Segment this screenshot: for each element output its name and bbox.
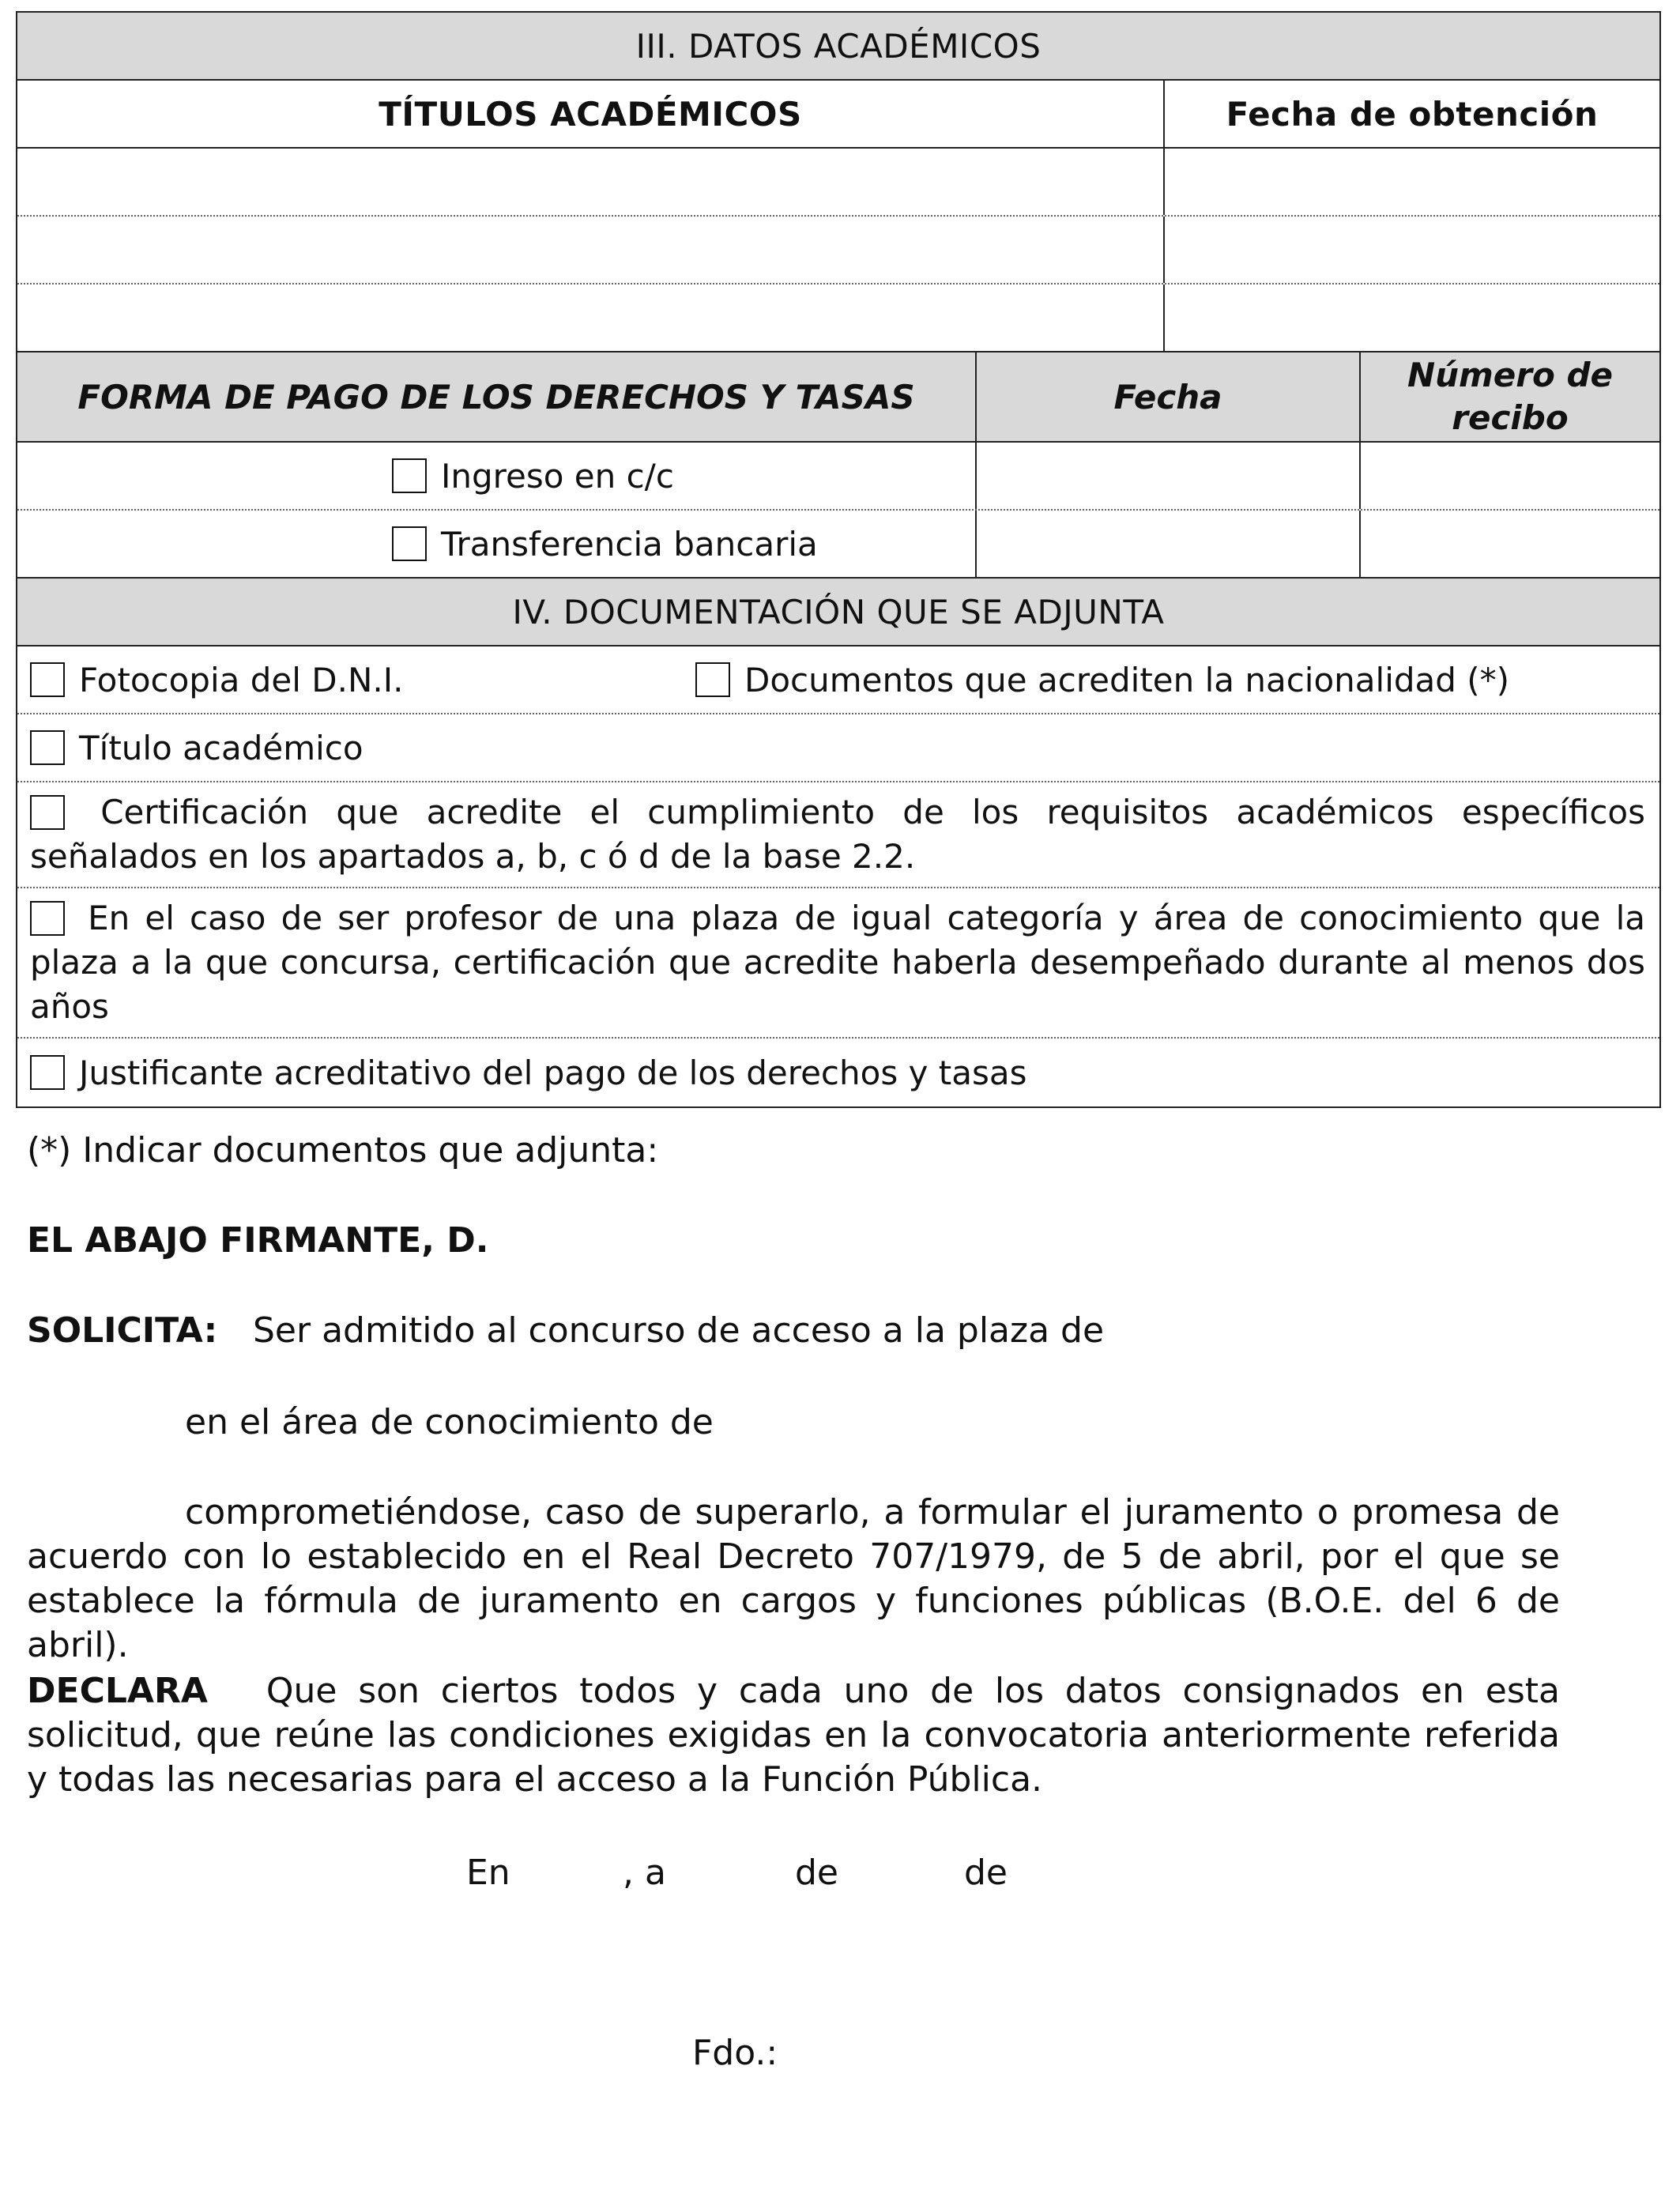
- documents-row: [17, 782, 1659, 888]
- section3-title: III. DATOS ACADÉMICOS: [635, 26, 1042, 66]
- checkbox-academic-title[interactable]: [30, 730, 65, 765]
- receipt-number-header-line1: Número de: [1407, 356, 1614, 394]
- payment-header-row: [17, 352, 1659, 443]
- payment-option-cell: [17, 443, 977, 509]
- footnote: (*) Indicar documentos que adjunta:: [27, 1130, 659, 1171]
- checkbox-bank-transfer[interactable]: [392, 526, 427, 561]
- payment-method-header: FORMA DE PAGO DE LOS DERECHOS Y TASAS: [17, 352, 977, 441]
- documents-row: [17, 714, 1659, 782]
- professor-certification-label: En el caso de ser profesor de una plaza de igual categoría y área de conocimiento que la plaza a la que concursa, certificación que acredite haberla desempeñado durante al menos dos años: [30, 899, 1645, 1026]
- academic-title-row: [17, 217, 1659, 285]
- receipt-number-header-line2: recibo: [1452, 398, 1569, 437]
- payment-date-field[interactable]: [977, 511, 1361, 577]
- professor-option: [17, 888, 1659, 1037]
- academic-title-row: [17, 149, 1659, 217]
- signature-label: Fdo.:: [692, 2033, 778, 2073]
- section3-header-row: [17, 13, 1659, 81]
- bank-deposit-label: Ingreso en c/c: [441, 456, 674, 496]
- place-en: En: [466, 1853, 510, 1893]
- receipt-number-field[interactable]: [1361, 443, 1659, 509]
- academic-title-field[interactable]: [17, 285, 1165, 351]
- receipt-number-field[interactable]: [1361, 511, 1659, 577]
- bank-transfer-label: Transferencia bancaria: [441, 524, 818, 564]
- solicita-line2: en el área de conocimiento de: [185, 1402, 714, 1442]
- obtention-date-field[interactable]: [1165, 285, 1659, 351]
- payment-option-cell: [17, 511, 977, 577]
- date-de-1: de: [795, 1853, 838, 1893]
- nationality-option: [695, 647, 1659, 713]
- declara-label: DECLARA: [27, 1671, 208, 1711]
- payment-proof-label: Justificante acreditativo del pago de los derechos y tasas: [79, 1053, 1027, 1092]
- payment-proof-option: [17, 1039, 1659, 1106]
- academic-titles-header-row: [17, 81, 1659, 149]
- declara-paragraph: [27, 1669, 1560, 1802]
- obtention-date-field[interactable]: [1165, 149, 1659, 215]
- nationality-docs-label: Documentos que acrediten la nacionalidad (*): [744, 660, 1510, 699]
- dni-option: [17, 647, 695, 713]
- payment-option-row: [17, 511, 1659, 579]
- documents-row: [17, 647, 1659, 714]
- solicita-line1: Ser admitido al concurso de acceso a la plaza de: [253, 1310, 1105, 1351]
- solicita-label: SOLICITA:: [27, 1310, 218, 1351]
- place-a: , a: [623, 1853, 666, 1893]
- checkbox-dni-copy[interactable]: [30, 662, 65, 697]
- solicita-paragraph: comprometiéndose, caso de superarlo, a formular el juramento o promesa de acuerdo con lo establecido en el Real Decreto 707/1979, de 5 de abril, por el que se establece la fórmula de juramento en cargos y funciones públicas (B.O.E. del 6 de abril).: [27, 1492, 1560, 1665]
- date-de-2: de: [964, 1853, 1008, 1893]
- checkbox-certification[interactable]: [30, 795, 65, 830]
- certification-label: Certificación que acredite el cumplimiento de los requisitos académicos específicos señalados en los apartados a, b, c ó d de la base 2.2.: [30, 793, 1646, 876]
- documents-row: [17, 888, 1659, 1039]
- academic-titles-column-header: TÍTULOS ACADÉMICOS: [17, 81, 1165, 147]
- checkbox-bank-deposit[interactable]: [392, 458, 427, 493]
- payment-option-row: [17, 443, 1659, 511]
- academic-title-row: [17, 285, 1659, 352]
- documents-row: [17, 1039, 1659, 1106]
- academic-title-label: Título académico: [79, 728, 363, 767]
- obtention-date-field[interactable]: [1165, 217, 1659, 283]
- declara-text: Que son ciertos todos y cada uno de los datos consignados en esta solicitud, que reúne las condiciones exigidas en la convocatoria anteriormente referida y todas las necesarias para el acceso a la Función Pública.: [27, 1671, 1560, 1800]
- application-form-table: [16, 11, 1661, 1108]
- certification-option: [17, 782, 1659, 887]
- academic-title-field[interactable]: [17, 217, 1165, 283]
- section4-title: IV. DOCUMENTACIÓN QUE SE ADJUNTA: [512, 592, 1165, 631]
- academic-title-field[interactable]: [17, 149, 1165, 215]
- receipt-number-header: [1361, 352, 1659, 441]
- section4-header-row: [17, 579, 1659, 647]
- checkbox-nationality-docs[interactable]: [695, 662, 730, 697]
- dni-copy-label: Fotocopia del D.N.I.: [79, 660, 404, 699]
- obtention-date-column-header: Fecha de obtención: [1226, 94, 1599, 134]
- signer-label: EL ABAJO FIRMANTE, D.: [27, 1220, 489, 1261]
- academic-title-option: [17, 714, 1659, 781]
- payment-date-field[interactable]: [977, 443, 1361, 509]
- payment-date-header: Fecha: [977, 352, 1361, 441]
- checkbox-professor-certification[interactable]: [30, 901, 65, 936]
- checkbox-payment-proof[interactable]: [30, 1055, 65, 1090]
